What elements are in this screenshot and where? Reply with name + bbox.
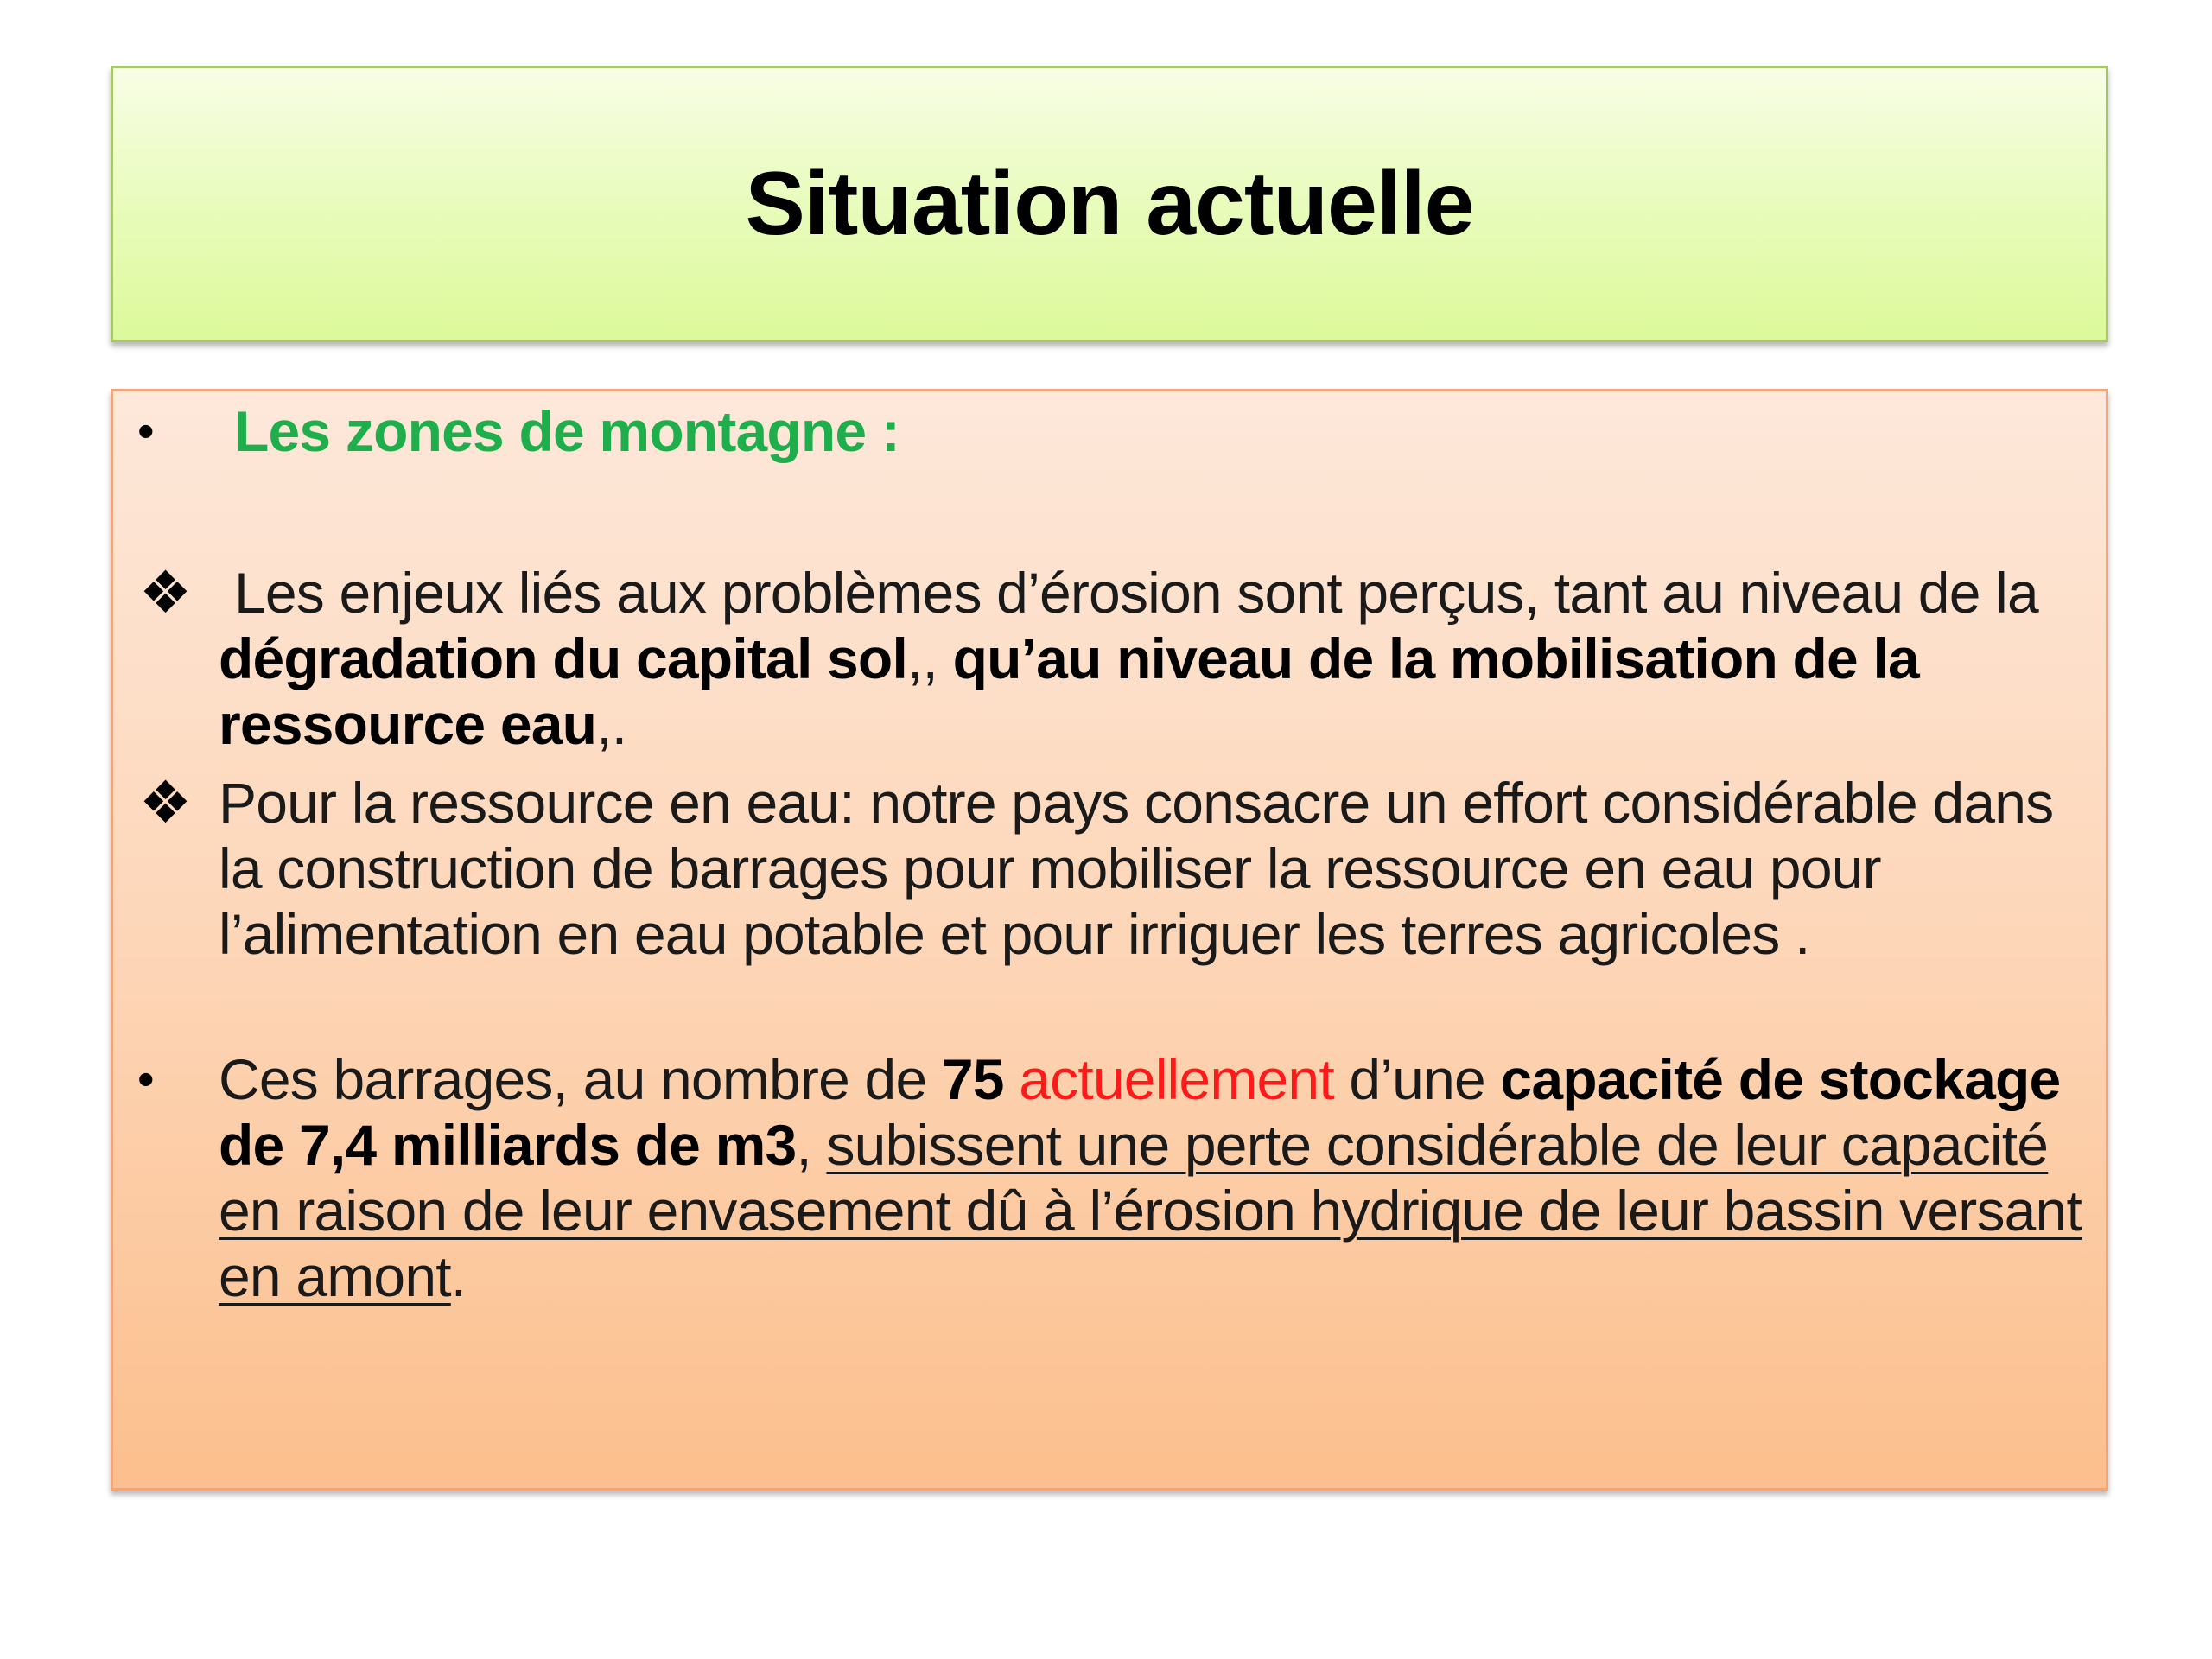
text-run: ,, (906, 626, 953, 690)
bullet-marker: • (137, 1052, 155, 1106)
highlight-soil: dégradation du capital sol (219, 626, 907, 690)
text-run: ,. (596, 692, 627, 756)
paragraph-dams (219, 1046, 2088, 1309)
diamond-bullet-icon: ❖ (139, 560, 192, 626)
text-run: d’une (1333, 1047, 1501, 1111)
storage-capacity: 7,4 milliards de m3 (298, 1113, 797, 1177)
text-run: Les enjeux liés aux problèmes d’érosion sont perçus, tant au niveau de la (234, 561, 2038, 625)
text-run: . (450, 1244, 467, 1308)
slide-title: Situation actuelle (745, 153, 1474, 254)
bold-text-run: capacité de stockage de (219, 1047, 2061, 1177)
text-run: , (796, 1113, 827, 1177)
section-heading: Les zones de montagne : (234, 399, 900, 463)
highlight-currently: actuellement (1003, 1047, 1334, 1111)
text-run: Ces barrages, au nombre de (219, 1047, 942, 1111)
content-panel (111, 389, 2108, 1491)
highlight-water: la ressource eau (219, 626, 1919, 756)
bullet-marker: • (137, 404, 155, 458)
paragraph-erosion (219, 560, 2088, 757)
paragraph-water: Pour la ressource en eau: notre pays consacre un effort considérable dans la construction de barrages pour mobiliser la ressource en eau pour l’alimentation en eau potable et pour irriguer les terres agricoles . (219, 771, 2054, 966)
bold-text-run: qu’au niveau de la mobilisation de (952, 626, 1873, 690)
underlined-text-run: subissent une perte considérable de leur capacité en raison de leur envasement dû à l’érosion hydrique de leur bassin versant en amont (219, 1113, 2082, 1308)
title-banner (111, 66, 2108, 342)
diamond-bullet-icon: ❖ (139, 770, 192, 836)
dam-count: 75 (941, 1047, 1004, 1111)
